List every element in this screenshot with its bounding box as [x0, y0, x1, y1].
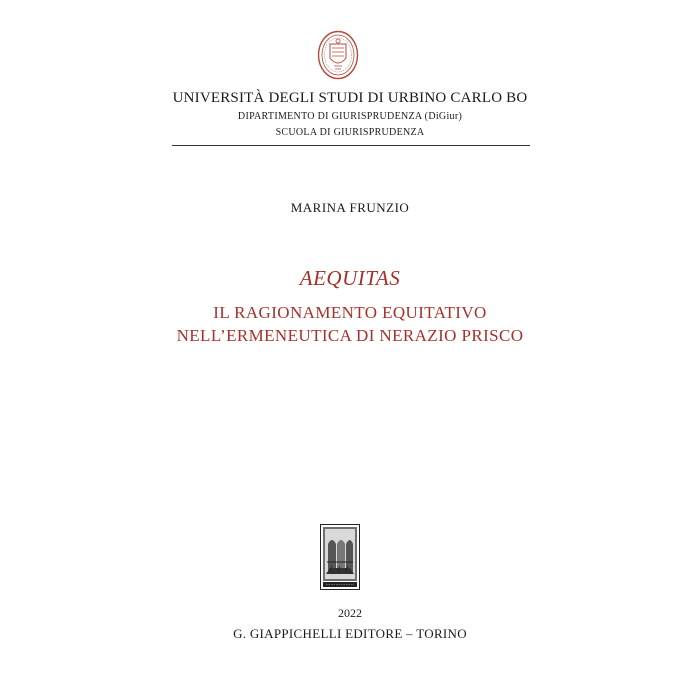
department-name: DIPARTIMENTO DI GIURISPRUDENZA (DiGiur): [237, 111, 463, 122]
publisher-name: G. GIAPPICHELLI EDITORE – TORINO: [233, 626, 467, 641]
book-subtitle-line-1: IL RAGIONAMENTO EQUITATIVO: [213, 303, 487, 322]
university-name: UNIVERSITÀ DEGLI STUDI DI URBINO CARLO BO: [172, 90, 528, 106]
publisher-logo-icon: [320, 524, 360, 590]
author-name: MARINA FRUNZIO: [290, 200, 410, 215]
book-subtitle-line-2: NELL’ERMENEUTICA DI NERAZIO PRISCO: [176, 326, 524, 345]
publication-year: 2022: [338, 606, 362, 620]
header-divider: [172, 145, 530, 146]
book-title: AEQUITAS: [299, 266, 401, 290]
university-seal-icon: [317, 30, 359, 80]
school-name: SCUOLA DI GIURISPRUDENZA: [275, 127, 425, 138]
